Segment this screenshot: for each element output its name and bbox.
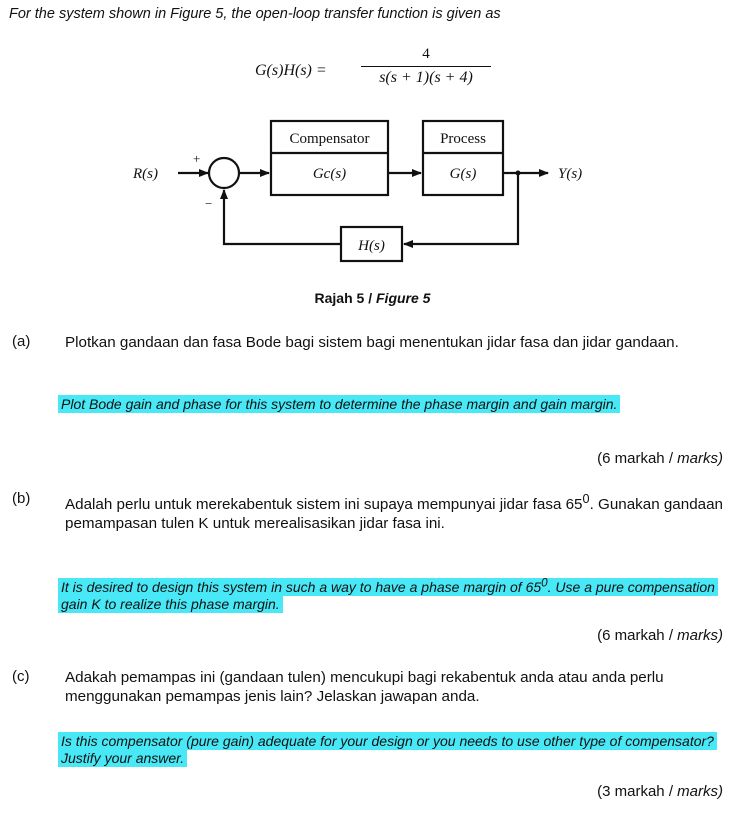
question-a-label: (a) (12, 333, 31, 350)
question-b-highlight (58, 578, 718, 613)
question-b-english (58, 574, 738, 613)
input-label: R(s) (133, 166, 158, 182)
question-b-english-part2: . Use a pure compensation gain K to realize this phase margin. (61, 578, 715, 612)
equation-lhs: G(s)H(s) = (255, 62, 327, 79)
figure-caption (0, 290, 745, 306)
process-tf: G(s) (449, 166, 477, 182)
caption-english: Figure 5 (376, 290, 431, 306)
equation-fraction (361, 46, 491, 87)
sum-plus-sign: + (193, 151, 201, 166)
summing-junction (209, 158, 239, 188)
feedback-path-return (224, 190, 341, 244)
marks-ms: (6 markah (597, 450, 665, 467)
fraction-bar (361, 66, 491, 67)
compensator-title: Compensator (289, 131, 370, 147)
intro-text: For the system shown in Figure 5, the open-loop transfer function is given as (9, 6, 501, 22)
compensator-tf: Gc(s) (312, 166, 347, 182)
question-c-marks (597, 783, 723, 800)
caption-separator: / (364, 290, 376, 306)
equation-denominator: s(s + 1)(s + 4) (379, 69, 473, 86)
question-b-malay (65, 490, 730, 533)
question-b-label: (b) (12, 490, 31, 507)
degree-superscript: 0 (582, 492, 590, 506)
marks-sep: / (664, 627, 678, 644)
feedback-path-forward (404, 173, 518, 244)
question-c-highlight: Is this compensator (pure gain) adequate for your design or you needs to use other type of compensator? Justify your answer. (58, 732, 717, 767)
feedback-tf: H(s) (358, 238, 385, 254)
question-b-malay-part1: Adalah perlu untuk merekabentuk sistem ini supaya mempunyai jidar fasa 65 (65, 496, 583, 514)
question-a-english (58, 396, 738, 413)
question-a-marks (597, 450, 723, 467)
degree-superscript: 0 (541, 576, 548, 589)
question-b-marks (597, 627, 723, 644)
marks-en: marks) (677, 450, 723, 467)
question-c-english (58, 733, 738, 767)
marks-sep: / (664, 783, 678, 800)
sum-minus-sign: − (205, 196, 213, 211)
pickoff-point (516, 171, 521, 176)
marks-en: marks) (677, 627, 723, 644)
block-diagram (130, 115, 600, 275)
equation-numerator: 4 (422, 46, 430, 62)
question-a-malay: Plotkan gandaan dan fasa Bode bagi sistem bagi menentukan jidar fasa dan jidar gandaan. (65, 334, 679, 351)
question-b-malay-part2: . Gunakan gandaan pemampasan tulen K untuk merealisasikan jidar fasa ini. (65, 496, 723, 533)
question-c-label: (c) (12, 668, 30, 685)
marks-ms: (6 markah (597, 627, 665, 644)
output-label: Y(s) (558, 166, 583, 182)
question-b-english-part1: It is desired to design this system in such a way to have a phase margin of 65 (61, 578, 542, 595)
question-a-highlight: Plot Bode gain and phase for this system to determine the phase margin and gain margin. (58, 395, 620, 413)
marks-ms: (3 markah (597, 783, 665, 800)
process-title: Process (440, 131, 486, 147)
marks-sep: / (664, 450, 678, 467)
marks-en: marks) (677, 783, 723, 800)
question-c-malay: Adakah pemampas ini (gandaan tulen) mencukupi bagi rekabentuk anda atau anda perlu menggunakan pemampas jenis lain? Jelaskan jawapan anda. (65, 669, 664, 705)
caption-malay: Rajah 5 (314, 290, 365, 306)
